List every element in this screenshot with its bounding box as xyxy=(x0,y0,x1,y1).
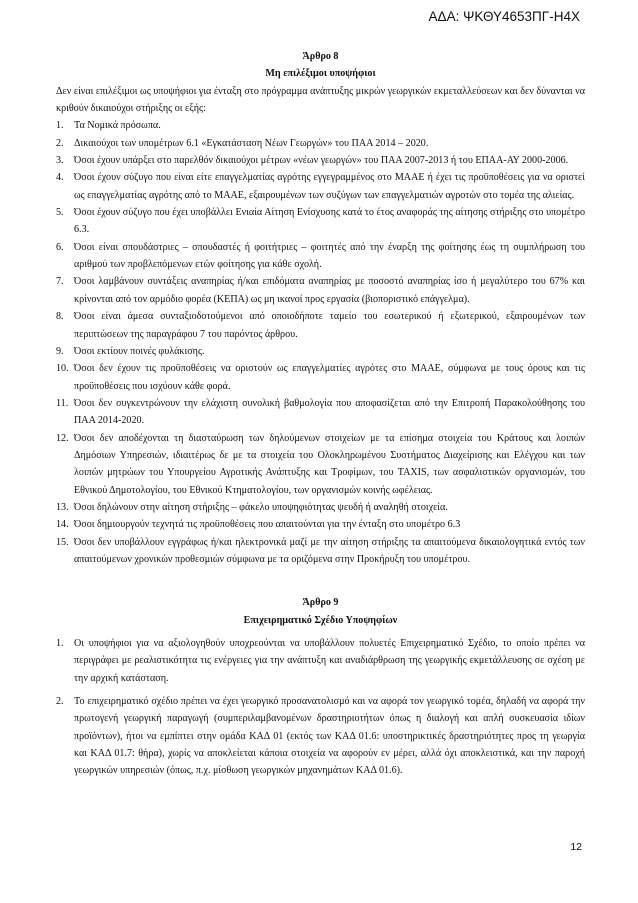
list-item-number: 1. xyxy=(56,638,64,649)
list-item-text: Όσοι έχουν υπάρξει στο παρελθόν δικαιούχοι μέτρων «νέων γεωργών» του ΠΑΑ 2007-2013 ή του ΕΠΑΑ-ΑΥ 2000-2006. xyxy=(74,155,569,167)
list-item-number: 10. xyxy=(56,363,69,375)
list-item-text: Όσοι δεν υποβάλλουν εγγράφως ή/και ηλεκτρονικά μαζί με την αίτηση στήριξης τα απαιτούμενα δικαιολογητικά εντός των απαιτούμενων χρονικών προθεσμιών σύμφωνα με τα οριζόμενα στην Προκήρυξη του υπομέτρου. xyxy=(74,536,585,565)
list-item-number: 9. xyxy=(56,345,64,357)
list-item xyxy=(56,395,585,430)
article-9-number: Άρθρο 9 xyxy=(302,597,339,609)
list-item-number: 2. xyxy=(56,696,64,708)
list-item-text: Οι υποψήφιοι για να αξιολογηθούν υποχρεούνται να υποβάλλουν πολυετές Επιχειρηματικό Σχέδιο, το οποίο πρέπει να περιγράφει με ρεαλιστικότητα τις ενέργειες για την ανάπτυξη και αναδιάρθρωση της γεωργικής εκμετάλλευσης σε σχέση με την αρχική κατάσταση. xyxy=(74,638,585,684)
list-item xyxy=(56,135,585,152)
list-item-number: 14. xyxy=(56,519,69,531)
list-item-text: Όσοι λαμβάνουν συντάξεις αναπηρίας ή/και επιδόματα αναπηρίας με ποσοστό αναπηρίας ίσο ή μεγαλύτερο του 67% και κρίνονται από τον αρμόδιο φορέα (ΚΕΠΑ) ως μη ικανοί προς εργασία (βιοποριστικό επάγγελμα). xyxy=(74,276,585,305)
list-item-text: Όσοι είναι σπουδάστριες – σπουδαστές ή φοιτήτριες – φοιτητές από την έναρξη της φοίτησης έως τη συμπλήρωση του αριθμού των προβλεπόμενων ετών φοίτησης για κάθε σχολή. xyxy=(74,241,585,271)
list-item-number: 11. xyxy=(56,397,69,409)
list-item xyxy=(56,152,585,169)
list-item-text: Όσοι δηλώνουν στην αίτηση στήριξης – φάκελο υποψηφιότητας ψευδή ή αναληθή στοιχεία. xyxy=(74,501,448,513)
list-item-text: Όσοι δημιουργούν τεχνητά τις προϋποθέσεις που απαιτούνται για την ένταξη στο υπομέτρο 6.3 xyxy=(74,519,461,531)
list-item-number: 7. xyxy=(56,276,64,288)
list-item-text: Όσοι δεν έχουν τις προϋποθέσεις να οριστούν ως επαγγελματίες αγρότες στο ΜΑΑΕ, σύμφωνα με τους όρους και τις προϋποθέσεις που ισχύουν κάθε φορά. xyxy=(74,363,585,392)
list-item xyxy=(56,308,585,343)
list-item-number: 4. xyxy=(56,172,64,184)
list-item-number: 2. xyxy=(56,137,64,149)
list-item-text: Τα Νομικά πρόσωπα. xyxy=(74,120,161,132)
list-item-number: 3. xyxy=(56,155,64,167)
list-item-text: Όσοι είναι άμεσα συνταξιοδοτούμενοι από οποιοδήποτε ταμείο του εσωτερικού ή εξωτερικού, εξαιρουμένων των περιπτώσεων της παραγράφου 7 του παρόντος άρθρου. xyxy=(74,311,585,340)
list-item xyxy=(56,635,585,687)
article-8-intro: Δεν είναι επιλέξιμοι ως υποψήφιοι για ένταξη στο πρόγραμμα ανάπτυξης μικρών γεωργικών εκμεταλλεύσεων και δεν δύνανται να κριθούν δικαιούχοι στήριξης οι εξής: xyxy=(56,85,585,115)
article-9-list xyxy=(56,635,585,780)
list-item-text: Όσοι έχουν σύζυγο που είναι είτε επαγγελματίας αγρότης εγγεγραμμένος στο ΜΑΑΕ ή έχει τις προϋποθέσεις για να οριστεί ως επαγγελματίας αγρότης από το ΜΑΑΕ, εξαιρουμένων των συζύγων των επαγγελματιών αγροτών στο τομέα της αλιείας. xyxy=(74,172,585,201)
list-item xyxy=(56,430,585,499)
list-item-text: Όσοι εκτίουν ποινές φυλάκισης. xyxy=(74,345,205,357)
list-item-number: 5. xyxy=(56,207,64,219)
list-item xyxy=(56,534,585,569)
list-item xyxy=(56,239,585,274)
list-item-text: Δικαιούχοι των υπομέτρων 6.1 «Εγκατάσταση Νέων Γεωργών» του ΠΑΑ 2014 – 2020. xyxy=(74,137,429,149)
list-item xyxy=(56,204,585,239)
list-item-text: Όσοι δεν συγκεντρώνουν την ελάχιστη συνολική βαθμολογία που αποφασίζεται από την Επιτροπή Παρακολούθησης του ΠΑΑ 2014-2020. xyxy=(74,397,585,427)
document-page xyxy=(56,48,585,780)
list-item-number: 6. xyxy=(56,241,64,253)
list-item-number: 15. xyxy=(56,536,69,548)
article-8-list xyxy=(56,117,585,568)
list-item-number: 8. xyxy=(56,311,64,323)
ada-code: ΑΔΑ: ΨΚΘΥ4653ΠΓ-Η4Χ xyxy=(428,9,580,24)
list-item xyxy=(56,169,585,204)
list-item-text: Το επιχειρηματικό σχέδιο πρέπει να έχει γεωργικό προσανατολισμό και να αφορά τον γεωργικό τομέα, δηλαδή να αφορά την πρωτογενή γεωργική παραγωγή (συμπεριλαμβανομένων δραστηριοτήτων όπως η διαλογή και απλή συσκευασία ιδίων προϊόντων), ήτοι να εμπίπτει στην ομάδα ΚΑΔ 01 (εκτός των ΚΑΔ 01.6: υποστηρικτικές δραστηριότητες προς τη γεωργία και ΚΑΔ 01.7: θήρα), χωρίς να αποκλείεται κάποια στοιχεία να αφορούν εν μέρει, αλλά όχι αποκλειστικά, και την παροχή γεωργικών υπηρεσιών (όπως, π.χ. μίσθωση γεωργικών μηχανημάτων ΚΑΔ 01.6). xyxy=(74,696,585,777)
list-item xyxy=(56,360,585,395)
list-item-text: Όσοι έχουν σύζυγο που έχει υποβάλλει Ενιαία Αίτηση Ενίσχυσης κατά το έτος αναφοράς της αίτησης στήριξης στο υπομέτρο 6.3. xyxy=(74,207,585,236)
list-item xyxy=(56,117,585,134)
article-8-title: Μη επιλέξιμοι υποψήφιοι xyxy=(265,68,376,80)
list-item-number: 1. xyxy=(56,120,64,132)
article-9-title: Επιχειρηματικό Σχέδιο Υποψηφίων xyxy=(243,614,398,626)
list-item xyxy=(56,343,585,360)
list-item xyxy=(56,499,585,516)
list-item-text: Όσοι δεν αποδέχονται τη διασταύρωση των δηλούμενων στοιχείων με τα επίσημα στοιχεία του Κράτους και λοιπών Δημόσιων Υπηρεσιών, ιδιαιτέρως δε με τα στοιχεία του Ολοκληρωμένου Συστήματος Διαχείρισης και Ελέγχου και των λοιπών μητρώων του Υπουργείου Αγροτικής Ανάπτυξης και Τροφίμων, του TAXIS, των ασφαλιστικών οργανισμών, του Εθνικού Δημοτολογίου, του Εθνικού Κτηματολογίου, των οργανισμών κοινής ωφέλειας. xyxy=(74,432,585,496)
page-number: 12 xyxy=(570,841,582,853)
list-item xyxy=(56,516,585,533)
list-item-number: 12. xyxy=(56,432,69,444)
list-item xyxy=(56,273,585,308)
list-item-number: 13. xyxy=(56,501,69,513)
article-8-number: Άρθρο 8 xyxy=(302,51,339,62)
list-item xyxy=(56,693,585,780)
